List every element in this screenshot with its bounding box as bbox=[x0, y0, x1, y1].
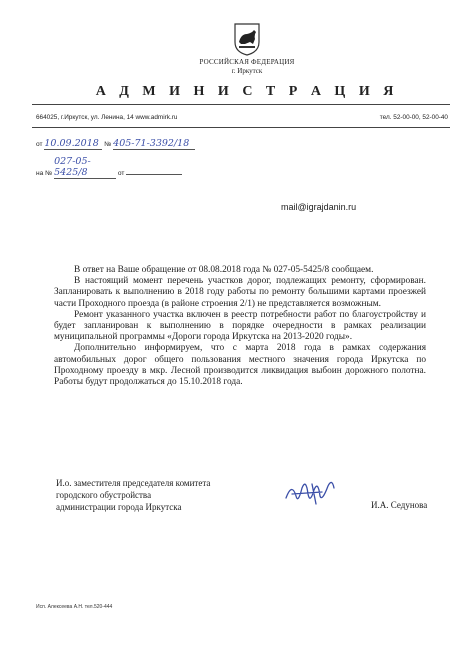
letter-body bbox=[54, 265, 426, 388]
number-label: № bbox=[104, 141, 112, 148]
from-label: от bbox=[36, 141, 43, 148]
number-field bbox=[113, 138, 195, 150]
body-paragraph: В настоящий момент перечень участков дорог, подлежащих ремонту, сформирован. Запланировать к выполнению в 2018 году работы по ремонту большими картами проезжей части Проходного проезда (в районе строения 2/1) не представляется возможным. bbox=[54, 276, 426, 309]
coat-of-arms-icon bbox=[233, 22, 261, 56]
outgoing-number: 405-71-3392/18 bbox=[113, 138, 190, 149]
ref-date-field bbox=[126, 174, 182, 175]
recipient-email: mail@igrajdanin.ru bbox=[281, 202, 357, 212]
signatory-title-line: И.о. заместителя председателя комитета bbox=[56, 478, 211, 488]
from-date-field bbox=[44, 138, 102, 150]
signatory-title-line: администрации города Иркутска bbox=[56, 502, 182, 512]
phone-line: тел. 52-00-00, 52-00-40 bbox=[379, 114, 448, 121]
organization-title: А Д М И Н И С Т Р А Ц И Я bbox=[95, 84, 399, 99]
ref-number-field bbox=[54, 156, 116, 179]
from-date: 10.09.2018 bbox=[44, 138, 99, 149]
address-line: 664025, г.Иркутск, ул. Ленина, 14 www.admirk.ru bbox=[36, 114, 178, 121]
signatory-name: И.А. Седунова bbox=[371, 500, 428, 510]
ref-date-label: от bbox=[117, 170, 125, 177]
handwritten-signature bbox=[282, 474, 342, 510]
signatory-title bbox=[56, 477, 210, 513]
body-paragraph: Дополнительно информируем, что с марта 2018 года в рамках содержания автомобильных дорог общего пользования местного значения города Иркутска по Проходному проезду в мкр. Лесной производится ликвидация выбоин дорожного полотна. Работы будут продолжаться до 15.10.2018 года. bbox=[54, 343, 426, 388]
executor-note: Исп. Алексеева А.Н. тел.520-444 bbox=[36, 604, 113, 610]
outgoing-registration bbox=[36, 138, 195, 150]
address-divider bbox=[32, 127, 450, 128]
federation-title: РОССИЙСКАЯ ФЕДЕРАЦИЯ bbox=[199, 58, 295, 66]
body-paragraph: Ремонт указанного участка включен в реестр потребности работ по благоустройству и будет запланирован к выполнению в порядке очередности в рамках реализации муниципальной программы «Дороги города Иркутска на 2013-2020 годы». bbox=[54, 309, 426, 343]
city-title: г. Иркутск bbox=[231, 67, 263, 75]
incoming-registration bbox=[36, 156, 182, 179]
header-divider bbox=[32, 104, 450, 105]
body-paragraph: В ответ на Ваше обращение от 08.08.2018 года № 027-05-5425/8 сообщаем. bbox=[74, 265, 374, 275]
ref-label: на № bbox=[36, 170, 53, 177]
ref-number: 027-05-5425/8 bbox=[54, 156, 91, 178]
signatory-title-line: городского обустройства bbox=[56, 490, 152, 500]
